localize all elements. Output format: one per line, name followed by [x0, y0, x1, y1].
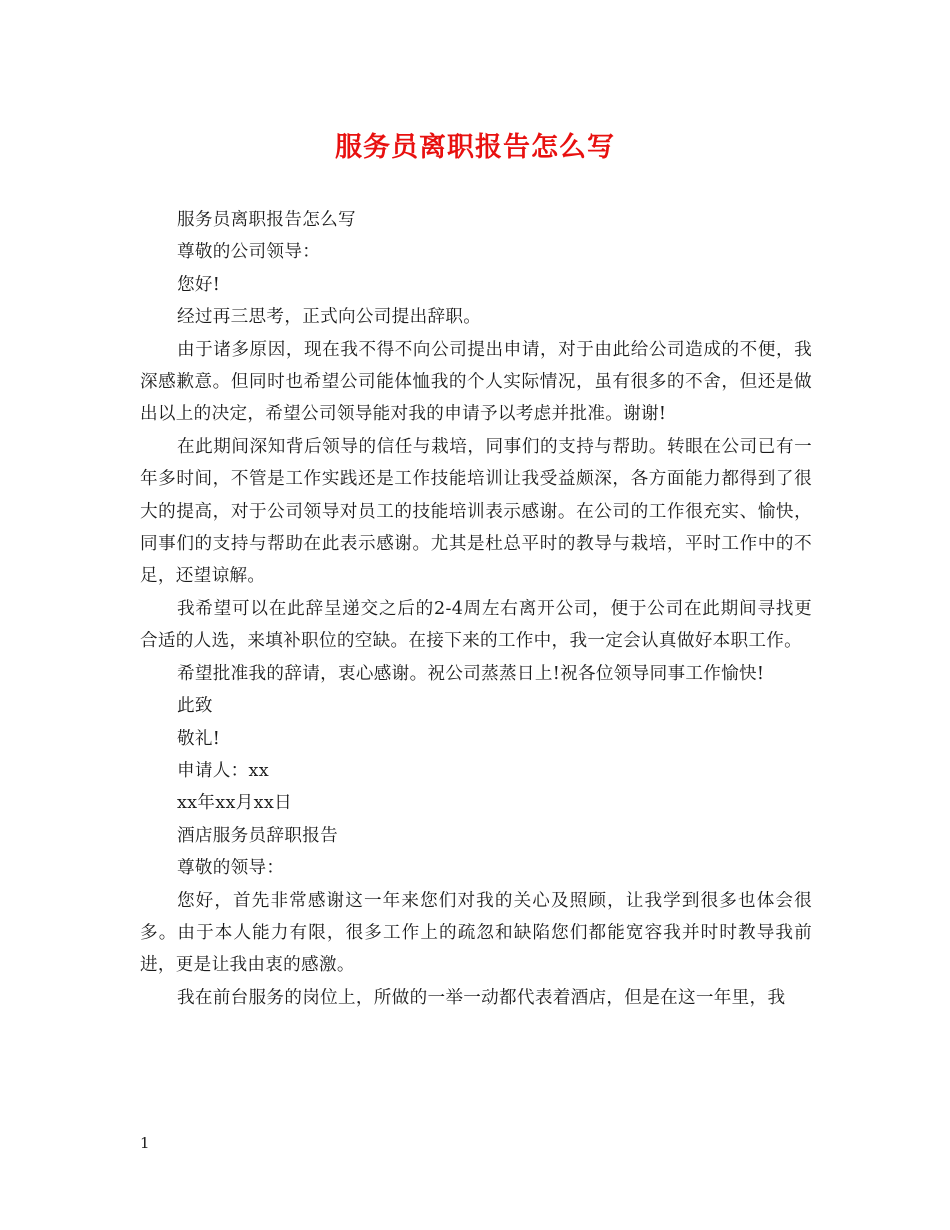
applicant-line: 申请人：xx [176, 760, 269, 781]
paragraph: 您好，首先非常感谢这一年来您们对我的关心及照顾，让我学到很多也体会很多。由于本人能力有限，很多工作上的疏忽和缺陷您们都能宽容我并时时教导我前进，更是让我由衷的感激。 [140, 890, 812, 976]
date-line: xx年xx月xx日 [176, 793, 292, 814]
document-title: 服务员离职报告怎么写 [335, 132, 615, 163]
paragraph-subtitle: 服务员离职报告怎么写 [176, 210, 356, 230]
paragraph: 经过再三思考，正式向公司提出辞职。 [176, 307, 482, 328]
paragraph: 由于诸多原因，现在我不得不向公司提出申请，对于由此给公司造成的不便，我深感歉意。但同时也希望公司能体恤我的个人实际情况，虽有很多的不舍，但还是做出以上的决定，希望公司领导能对我的申请予以考虑并批准。谢谢! [140, 339, 812, 425]
paragraph-salutation: 尊敬的公司领导： [176, 242, 321, 263]
paragraph: 在此期间深知背后领导的信任与栽培，同事们的支持与帮助。转眼在公司已有一年多时间，不管是工作实践还是工作技能培训让我受益颇深，各方面能力都得到了很大的提高，对于公司领导对员工的技能培训表示感谢。在公司的工作很充实、愉快，同事们的支持与帮助在此表示感谢。尤其是杜总平时的教导与栽培，平时工作中的不足，还望谅解。 [140, 436, 812, 587]
section-heading: 酒店服务员辞职报告 [176, 825, 338, 846]
closing-line: 敬礼! [176, 728, 221, 749]
closing-line: 此致 [176, 696, 213, 717]
paragraph: 希望批准我的辞请，衷心感谢。祝公司蒸蒸日上!祝各位领导同事工作愉快! [176, 663, 765, 684]
paragraph-greeting: 您好! [176, 274, 221, 295]
paragraph-salutation: 尊敬的领导： [176, 858, 285, 879]
paragraph: 我希望可以在此辞呈递交之后的2-4周左右离开公司，便于公司在此期间寻找更合适的人选，来填补职位的空缺。在接下来的工作中，我一定会认真做好本职工作。 [140, 598, 812, 652]
document-body [140, 204, 812, 1014]
page-number: 1 [140, 1134, 150, 1152]
paragraph: 我在前台服务的岗位上，所做的一举一动都代表着酒店，但是在这一年里，我 [176, 987, 786, 1008]
